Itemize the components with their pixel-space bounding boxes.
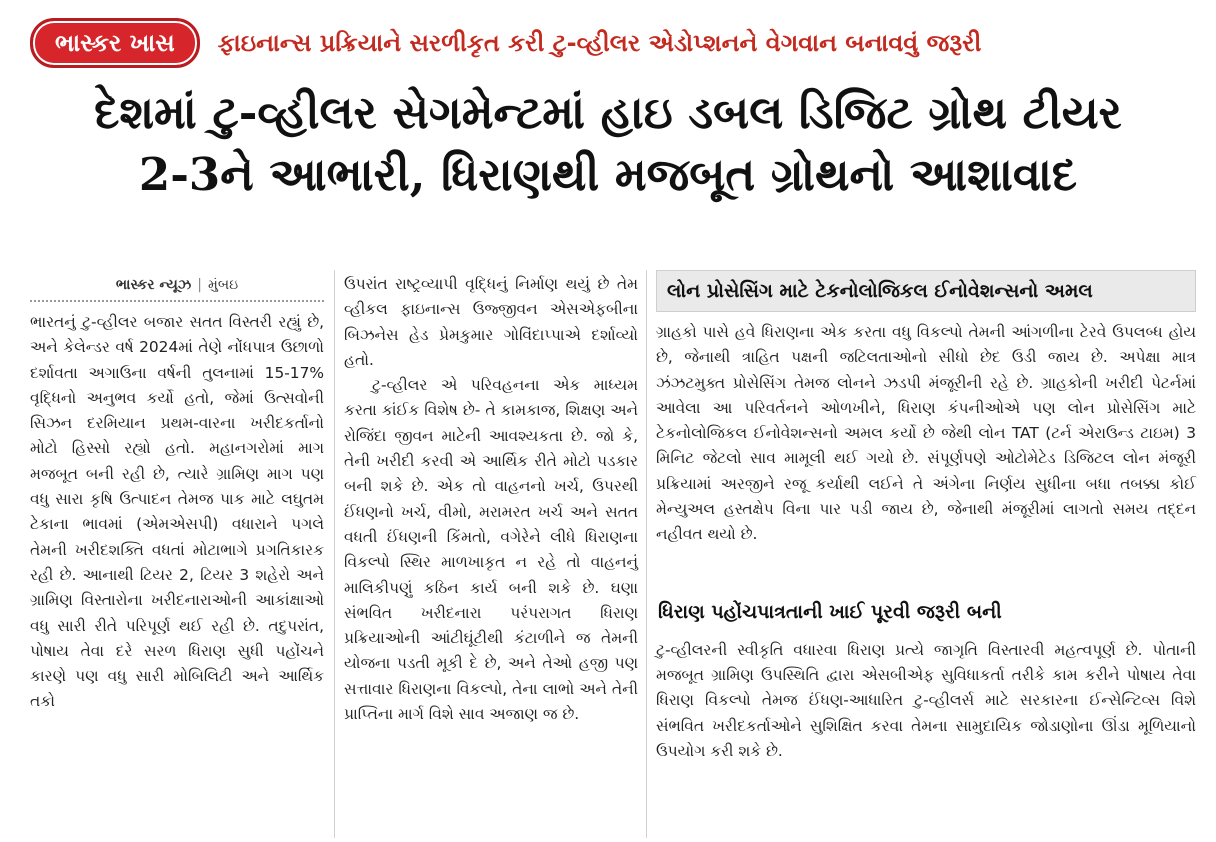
column3-paragraph-1: ગ્રાહકો પાસે હવે ધિરાણના એક કરતા વધુ વિકલ્પો તેમની આંગળીના ટેરવે ઉપલબ્ધ હોય છે, જેનાથી ત્રાહિત પક્ષની જટિલતાઓનો સીધો છેદ ઉડી જાય છે. અપેક્ષા માત્ર ઝંઝટમુક્ત પ્રોસેસિંગ તેમજ લોનને ઝડપી મંજૂરીની રહે છે. ગ્રાહકોની ખરીદી પેટર્નમાં આવેલા આ પરિવર્તનને ઓળખીને, ધિરાણ કંપનીઓએ પણ લોન પ્રોસેસિંગ માટે ટેકનોલોજિકલ ઈનોવેશન્સનો અમલ કર્યો છે જેથી લોન TAT (ટર્ન એરાઉન્ડ ટાઇમ) 3 મિનિટ જેટલો સાવ મામૂલી થઈ ગયો છે. સંપૂર્ણપણે ઓટોમેટેડ ડિજિટલ લોન મંજૂરી પ્રક્રિયામાં અરજીને રજૂ કર્યાથી લઈને તે અંગેના નિર્ણય સુધીના બધા તબક્કા કોઈ મેન્યુઅલ હસ્તક્ષેપ વિના પાર પડી જાય છે, જેનાથી મંજૂરીમાં લાગતો સમય તદ્દન નહીવત થયો છે. [656,323,1196,544]
kicker-bar [30,14,1200,72]
byline-separator: | [197,277,202,293]
byline-source: ભાસ્કર ન્યૂઝ [115,277,192,293]
section-spacer [656,548,1196,592]
byline [30,270,324,302]
article-column-2 [344,272,638,727]
column2-paragraph-2: ટુ-વ્હીલર એ પરિવહનના એક માધ્યમ કરતા કાંઈક વિશેષ છે- તે કામકાજ, શિક્ષણ અને રોજિંદા જીવન માટેની આવશ્યકતા છે. જો કે, તેની ખરીદી કરવી એ આર્થિક રીતે મોટો પડકાર બની શકે છે. એક તો વાહનનો ખર્ચ, ઉપરથી ઈંધણનો ખર્ચ, વીમો, મરામરત ખર્ચ અને સતત વધતી ઈંધણની કિંમતો, વગેરેને લીધે ધિરાણના વિકલ્પો સ્થિર માળખાકૃત ન રહે તો વાહનનું માલિકીપણું કઠિન કાર્ય બની શકે છે. ઘણા સંભવિત ખરીદનારા પરંપરાગત ધિરાણ પ્રક્રિયાઓની આંટીઘૂંટીથી કંટાળીને જ તેમની યોજના પડતી મૂકી દે છે, અને તેઓ હજી પણ સત્તાવાર ધિરાણના વિકલ્પો, તેના લાભો અને તેની પ્રાપ્તિના માર્ગ વિશે સાવ અજાણ જ છે. [344,376,638,724]
column1-paragraph: ભારતનું ટુ-વ્હીલર બજાર સતત વિસ્તરી રહ્યું છે, અને કેલેન્ડર વર્ષ 2024માં તેણે નોંધપાત્ર ઉછાળો દર્શાવતા અગાઉના વર્ષની તુલનામાં 15-17% વૃદ્ધિનો અનુભવ કર્યો હતો, જેમાં ઉત્સવોની સિઝન દરમિયાન પ્રથમ-વારના ખરીદકર્તાનો મોટો હિસ્સો રહ્યો હતો. મહાનગરોમાં માગ મજબૂત બની રહી છે, ત્યારે ગ્રામિણ માગ પણ વધુ સારા કૃષિ ઉત્પાદન તેમજ પાક માટે લઘુતમ ટેકાના ભાવમાં (એમએસપી) વધારાને પગલે તેમની ખરીદશક્તિ વધતાં મોટાભાગે પ્રગતિકારક રહી છે. આનાથી ટિયર 2, ટિયર 3 શહેરો અને ગ્રામિણ વિસ્તારોના ખરીદનારાઓની આકાંક્ષાઓ વધુ સારી રીતે પરિપૂર્ણ થઈ રહી છે. તદુપરાંત, પોષાય તેવા દરે સરળ ધિરાણ સુધી પહોંચને કારણે પણ વધુ સારી મોબિલિટી અને આર્થિક તકો [30,313,324,711]
column-divider [646,270,647,838]
article-column-3 [656,270,1196,764]
subhead-loan-processing: લોન પ્રોસેસિંગ માટે ટેકનોલોજિકલ ઈનોવેશન્સનો અમલ [656,270,1196,312]
section-badge: ભાસ્કર ખાસ [30,18,200,68]
kicker-text: ફાઇનાન્સ પ્રક્રિયાને સરળીકૃત કરી ટુ-વ્હીલર એડોપ્શનને વેગવાન બનાવવું જરૂરી [217,29,982,57]
headline [20,82,1196,206]
subhead-credit-gap: ધિરાણ પહોંચપાત્રતાની ખાઈ પૂરવી જરૂરી બની [658,600,1002,623]
byline-city: મુંબઇ [207,277,239,293]
column-divider [334,270,335,838]
headline-line-2: 2-3ને આભારી, ધિરાણથી મજબૂત ગ્રોથનો આશાવાદ [138,148,1078,201]
headline-line-1: દેશમાં ટુ-વ્હીલર સેગમેન્ટમાં હાઇ ડબલ ડિજિટ ગ્રોથ ટીયર [94,86,1122,139]
article-column-1 [30,270,324,715]
column2-paragraph-1: ઉપરાંત રાષ્ટ્રવ્યાપી વૃદ્ધિનું નિર્માણ થયું છે તેમ વ્હીકલ ફાઇનાન્સ ઉજ્જીવન એસએફબીના બિઝનેસ હેડ પ્રેમકુમાર ગોવિંદાપ્પાએ દર્શાવ્યો હતો. [344,275,638,369]
column3-paragraph-2: ટુ-વ્હીલરની સ્વીકૃતિ વધારવા ધિરાણ પ્રત્યે જાગૃતિ વિસ્તારવી મહત્વપૂર્ણ છે. પોતાની મજબૂત ગ્રામિણ ઉપસ્થિતિ દ્વારા એસબીએફ સુવિધાકર્તા તરીકે કામ કરીને પોષાય તેવા ધિરાણ વિકલ્પો તેમજ ઈંધણ-આધારિત ટુ-વ્હીલર્સ માટે સરકારના ઈન્સેન્ટિવ્સ વિશે સંભવિત ખરીદકર્તાઓને સુશિક્ષિત કરવા તેમના સામુદાયિક જોડાણોના ઊંડા મૂળિયાનો ઉપયોગ કરી શકે છે. [656,640,1196,760]
